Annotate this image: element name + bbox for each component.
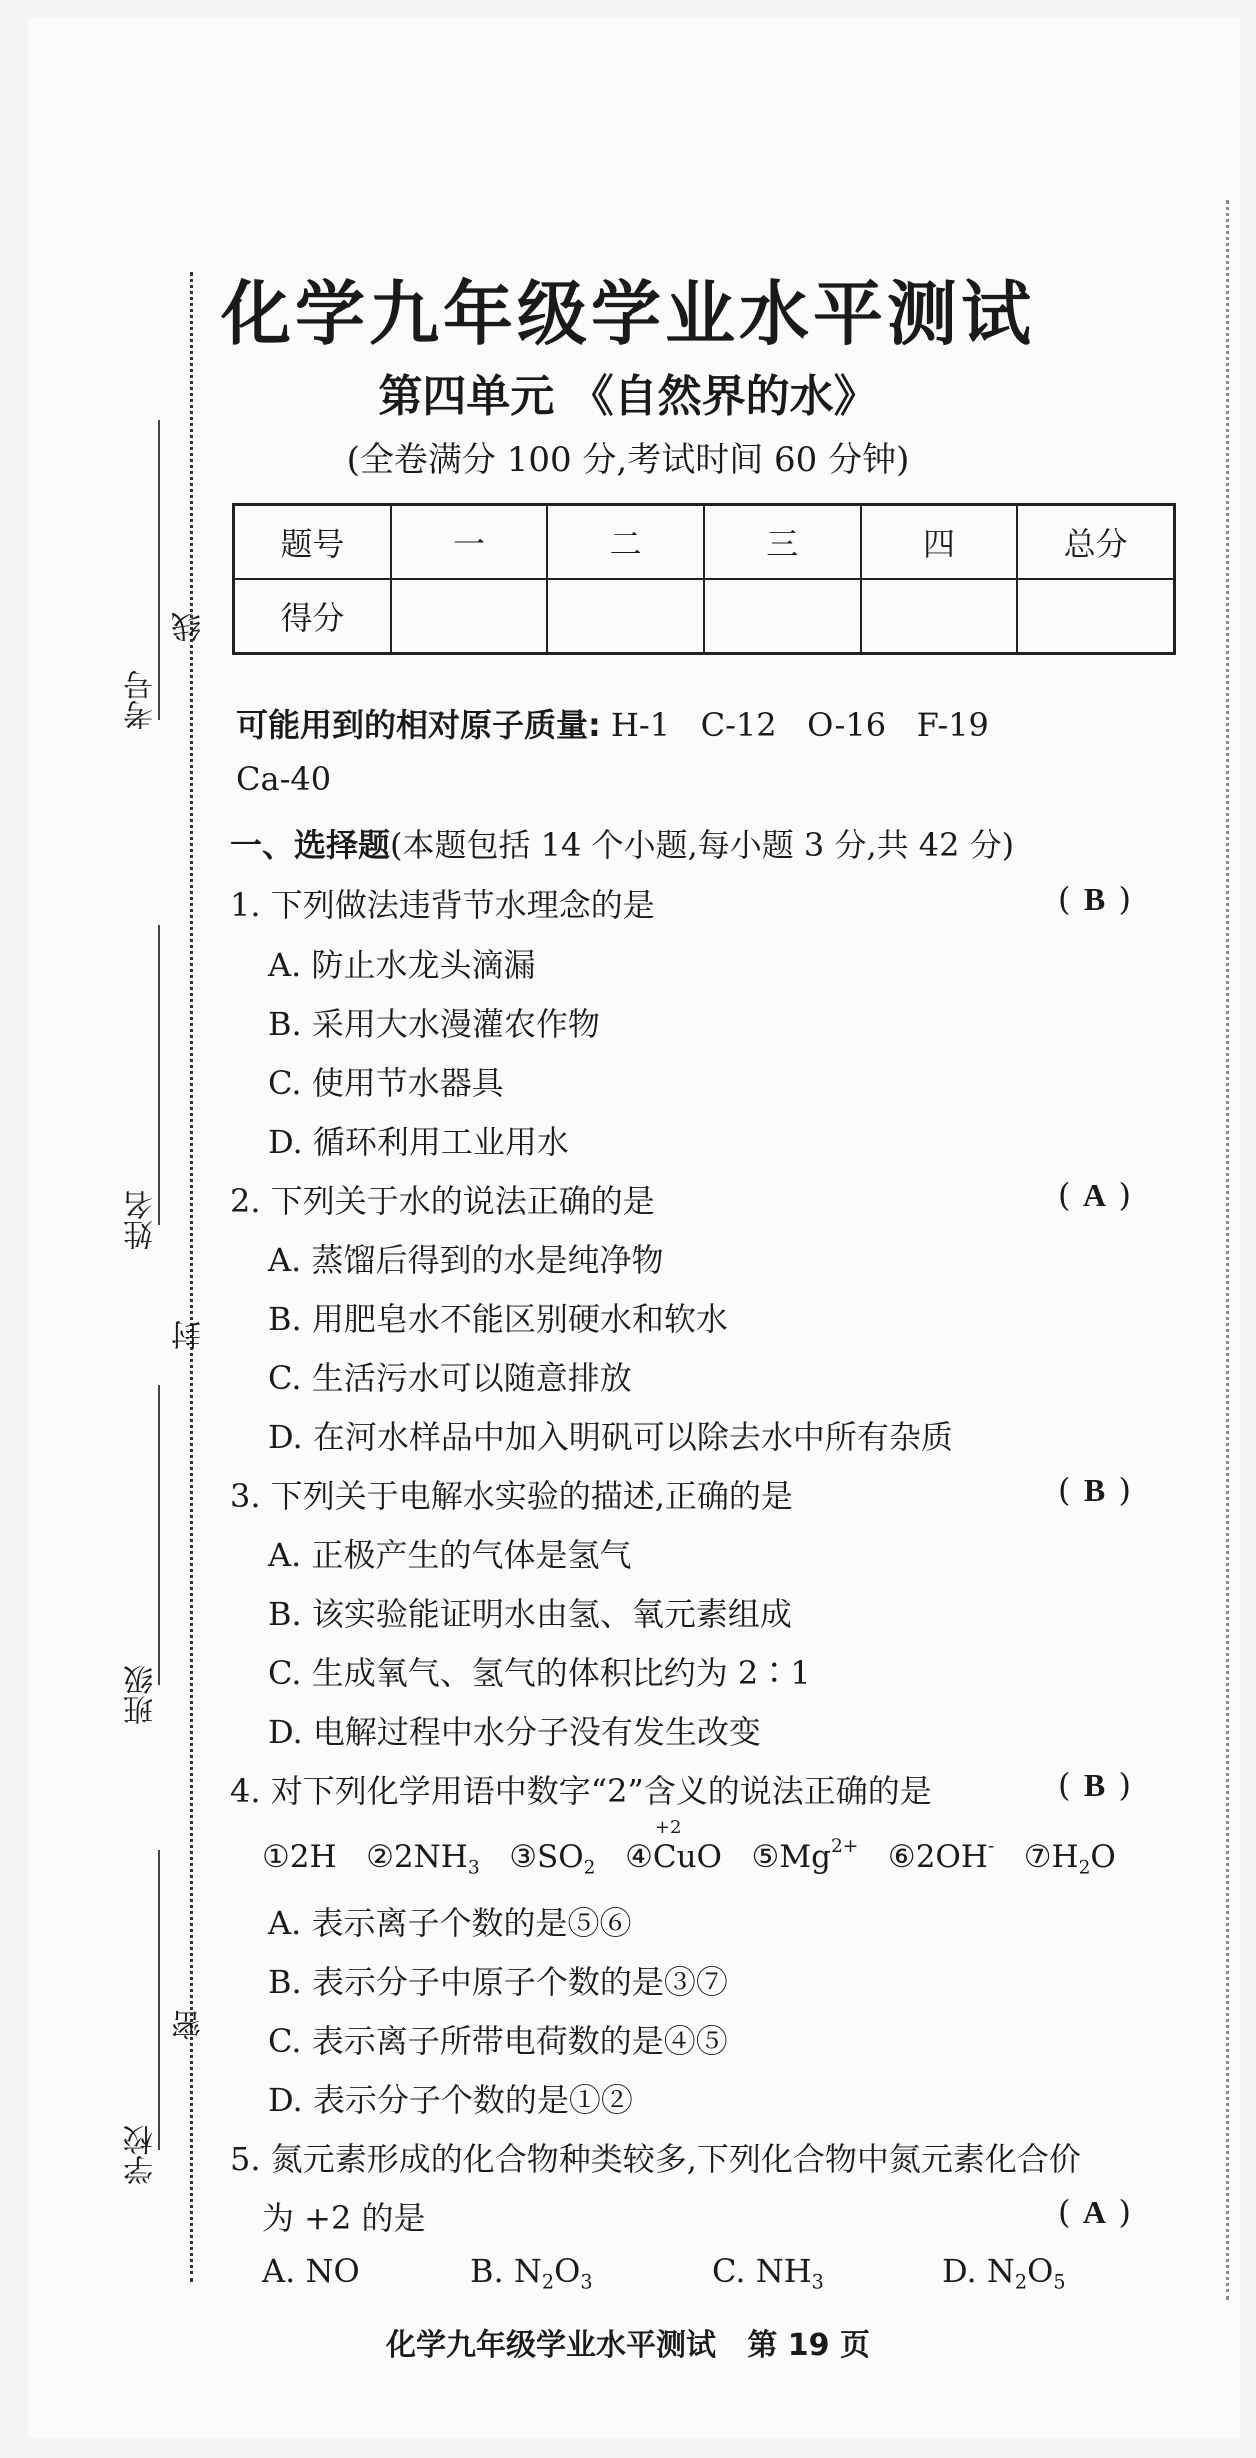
option: C. 表示离子所带电荷数的是④⑤ <box>268 2022 728 2060</box>
mark-secret: 密 <box>172 2010 207 2040</box>
symbol: ④ +2 CuO <box>625 1816 722 1875</box>
score-input-cell[interactable] <box>1017 579 1174 654</box>
symbol: $③SO_2$ <box>509 1838 596 1879</box>
answer-letter: A <box>1082 2194 1107 2230</box>
question-stem: 5. 氮元素形成的化合物种类较多,下列化合物中氮元素化合价 <box>230 2140 1081 2178</box>
score-table <box>232 503 1176 655</box>
answer-letter: B <box>1083 1472 1106 1508</box>
name-label: 姓名 <box>124 1190 159 1250</box>
answer-letter: B <box>1083 881 1106 917</box>
option: A. 正极产生的气体是氢气 <box>268 1536 632 1574</box>
option: B. 用肥皂水不能区别硬水和软水 <box>268 1300 728 1338</box>
question-stem: 2. 下列关于水的说法正确的是 <box>230 1182 655 1220</box>
section-heading <box>230 820 1014 866</box>
question-stem-cont: 为 +2 的是 <box>262 2199 426 2237</box>
option: D. $N_2O_5$ <box>942 2252 1066 2294</box>
table-cell: 得分 <box>234 579 391 654</box>
mark-line: 线 <box>172 612 207 642</box>
option: B. 表示分子中原子个数的是③⑦ <box>268 1963 728 2001</box>
right-dotted-line <box>1226 200 1229 2300</box>
score-input-cell[interactable] <box>704 579 861 654</box>
option: D. 电解过程中水分子没有发生改变 <box>268 1713 761 1751</box>
binding-dotted-line <box>190 272 193 2282</box>
table-cell: 一 <box>391 505 548 580</box>
atomic-mass-line-2: Ca-40 <box>236 760 332 798</box>
option: C. 使用节水器具 <box>268 1064 504 1102</box>
option: D. 在河水样品中加入明矾可以除去水中所有杂质 <box>268 1418 953 1456</box>
chemical-symbols-line <box>262 1816 1116 1879</box>
mark-seal: 封 <box>172 1320 207 1350</box>
atomic-mass-line <box>236 700 989 746</box>
option: C. $NH_3$ <box>712 2252 824 2294</box>
question-stem: 4. 对下列化学用语中数字“2”含义的说法正确的是 <box>230 1772 932 1810</box>
answer-letter: B <box>1083 1767 1106 1803</box>
question-stem: 1. 下列做法违背节水理念的是 <box>230 886 655 924</box>
exam-note: (全卷满分 100 分,考试时间 60 分钟) <box>346 440 910 480</box>
option: D. 表示分子个数的是①② <box>268 2081 633 2119</box>
answer-bracket: ( B ) <box>1058 1471 1131 1509</box>
table-cell: 题号 <box>234 505 391 580</box>
option: A. 表示离子个数的是⑤⑥ <box>268 1904 632 1942</box>
school-line <box>158 1850 160 2150</box>
table-cell: 三 <box>704 505 861 580</box>
option: D. 循环利用工业用水 <box>268 1123 569 1161</box>
answer-bracket: ( A ) <box>1058 1176 1131 1214</box>
answer-letter: A <box>1082 1177 1107 1213</box>
question-stem: 3. 下列关于电解水实验的描述,正确的是 <box>230 1477 793 1515</box>
score-input-cell[interactable] <box>547 579 704 654</box>
option: A. 蒸馏后得到的水是纯净物 <box>268 1241 664 1279</box>
option: B. 采用大水漫灌农作物 <box>268 1005 600 1043</box>
option: A. NO <box>262 2252 360 2290</box>
option: C. 生成氧气、氢气的体积比约为 2∶1 <box>268 1654 811 1692</box>
answer-bracket: ( A ) <box>1058 2193 1131 2231</box>
option: A. 防止水龙头滴漏 <box>268 946 536 984</box>
atomic-mass-label: 可能用到的相对原子质量: <box>236 706 601 744</box>
symbol: $⑤Mg^{2+}$ <box>751 1836 859 1875</box>
option: C. 生活污水可以随意排放 <box>268 1359 632 1397</box>
table-cell: 二 <box>547 505 704 580</box>
class-line <box>158 1385 160 1685</box>
section-title: 一、选择题 <box>230 826 391 864</box>
table-cell: 总分 <box>1017 505 1174 580</box>
symbol: ①2H <box>262 1838 337 1875</box>
exam-number-label: 考号 <box>124 670 159 730</box>
score-table-header-row <box>234 505 1175 580</box>
symbol: $②2NH_3$ <box>366 1838 480 1879</box>
page-title: 化学九年级学业水平测试 <box>221 273 1035 355</box>
score-input-cell[interactable] <box>391 579 548 654</box>
score-input-cell[interactable] <box>861 579 1018 654</box>
answer-bracket: ( B ) <box>1058 880 1131 918</box>
option: B. 该实验能证明水由氢、氧元素组成 <box>268 1595 792 1633</box>
section-note: (本题包括 14 个小题,每小题 3 分,共 42 分) <box>390 826 1015 864</box>
name-line <box>158 925 160 1225</box>
page-footer: 化学九年级学业水平测试 第 19 页 <box>386 2328 870 2363</box>
unit-subtitle: 第四单元 《自然界的水》 <box>378 371 878 422</box>
symbol: ⑥2OH- <box>887 1836 995 1875</box>
symbol: $⑦H_2O$ <box>1023 1838 1116 1879</box>
atomic-mass-values: H-1 C-12 O-16 F-19 <box>610 706 989 744</box>
school-label: 学校 <box>124 2125 159 2185</box>
score-table-score-row <box>234 579 1175 654</box>
answer-bracket: ( B ) <box>1058 1766 1131 1804</box>
table-cell: 四 <box>861 505 1018 580</box>
class-label: 班级 <box>124 1665 159 1725</box>
option: B. $N_2O_3$ <box>470 2252 593 2294</box>
